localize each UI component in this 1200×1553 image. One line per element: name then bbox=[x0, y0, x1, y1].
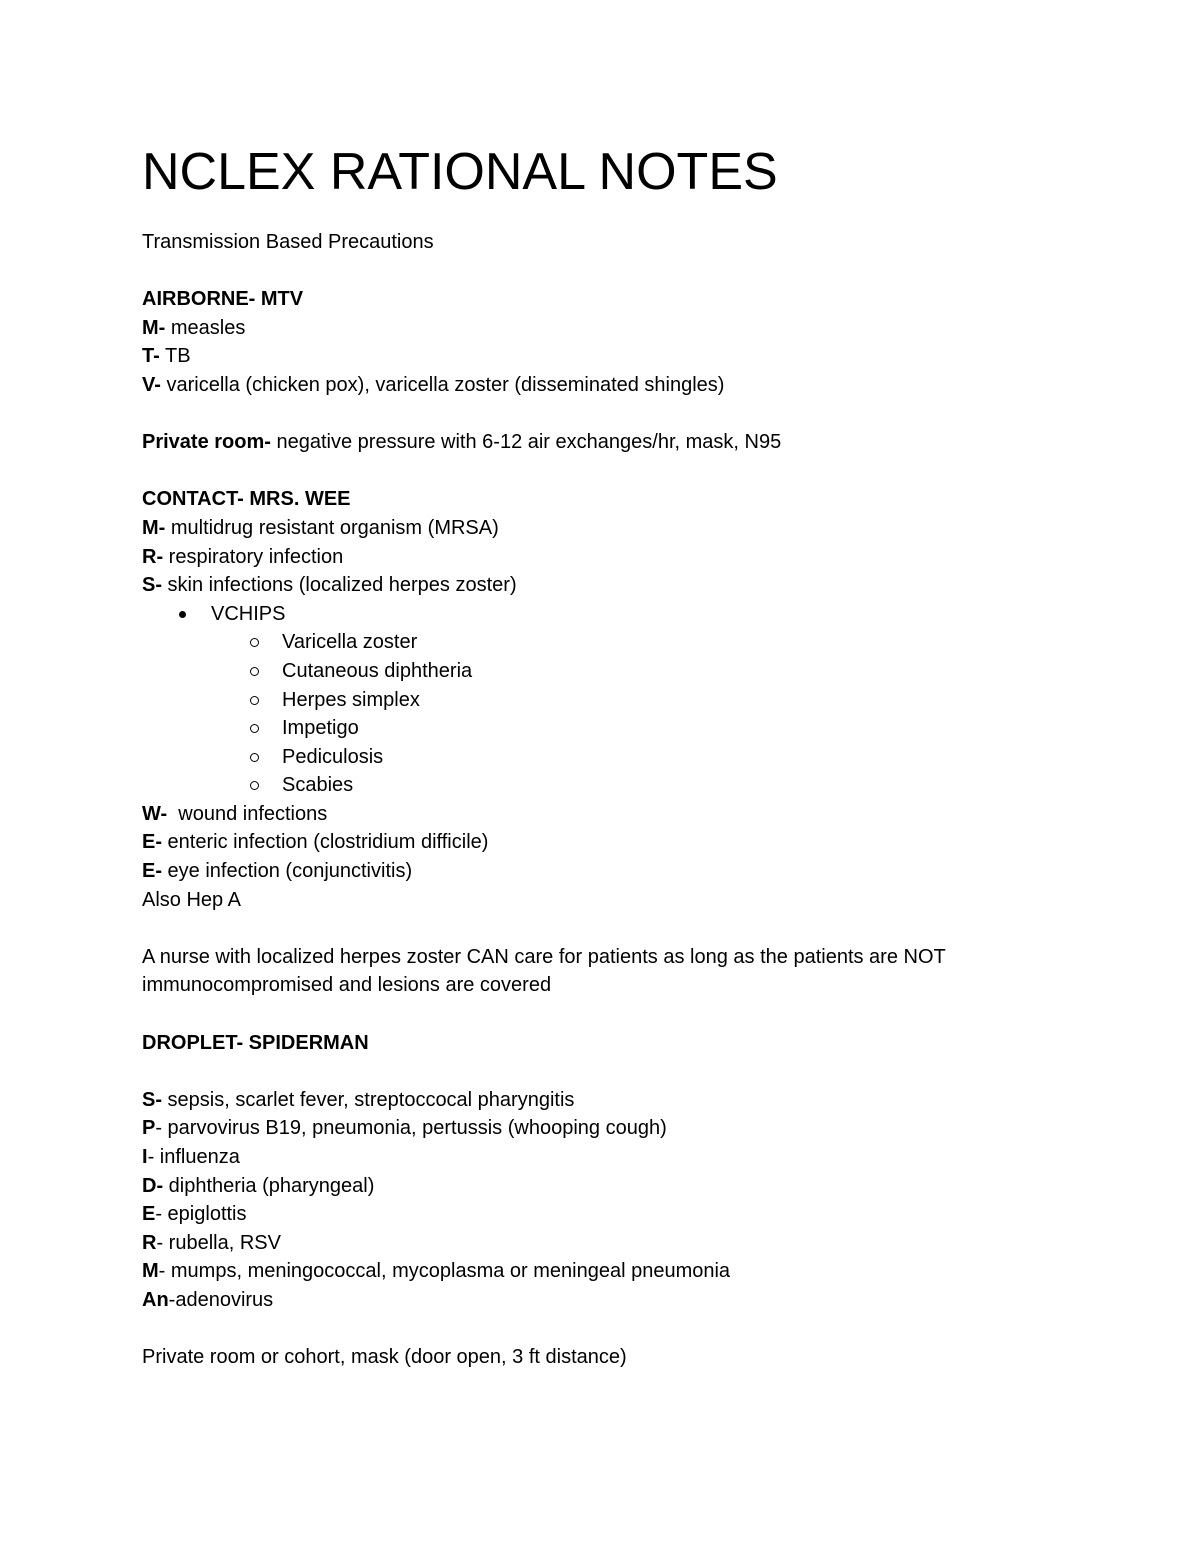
item-key: V- bbox=[142, 373, 161, 396]
spacer bbox=[142, 257, 1082, 286]
item-text: eye infection (conjunctivitis) bbox=[162, 860, 413, 883]
item-key: M- bbox=[142, 316, 166, 339]
droplet-item bbox=[142, 1200, 1082, 1229]
airborne-item bbox=[142, 342, 1082, 371]
item-key: D- bbox=[142, 1174, 164, 1197]
spacer bbox=[142, 400, 1082, 429]
item-text: - influenza bbox=[147, 1146, 240, 1168]
item-key: T- bbox=[142, 345, 160, 368]
airborne-note bbox=[142, 428, 1082, 457]
contact-item bbox=[142, 571, 1082, 600]
hollow-bullet-icon bbox=[250, 753, 259, 762]
droplet-item bbox=[142, 1114, 1082, 1143]
contact-also: Also Hep A bbox=[142, 888, 241, 911]
item-key: An bbox=[142, 1288, 169, 1311]
droplet-item bbox=[142, 1286, 1082, 1315]
item-text: respiratory infection bbox=[163, 545, 344, 568]
sub-bullet-item bbox=[142, 686, 1082, 715]
hollow-bullet-icon bbox=[250, 696, 259, 705]
section-subtitle: Transmission Based Precautions bbox=[142, 231, 434, 253]
hollow-bullet-icon bbox=[250, 724, 259, 733]
contact-heading: CONTACT- MRS. WEE bbox=[142, 488, 351, 511]
airborne-item bbox=[142, 314, 1082, 343]
item-text: multidrug resistant organism (MRSA) bbox=[165, 516, 499, 539]
hollow-bullet-icon bbox=[250, 638, 259, 647]
item-text: -adenovirus bbox=[168, 1288, 274, 1311]
spacer bbox=[142, 1000, 1082, 1029]
airborne-item bbox=[142, 371, 1082, 400]
airborne-heading: AIRBORNE- MTV bbox=[142, 288, 304, 311]
contact-note-line: immunocompromised and lesions are covered bbox=[142, 974, 552, 997]
note-key: Private room- bbox=[142, 431, 271, 454]
contact-item bbox=[142, 828, 1082, 857]
item-key: W- bbox=[142, 802, 168, 825]
item-text: wound infections bbox=[167, 802, 328, 825]
item-text: varicella (chicken pox), varicella zoster (disseminated shingles) bbox=[160, 373, 725, 396]
item-key: P bbox=[142, 1117, 156, 1140]
item-key: E- bbox=[142, 831, 162, 854]
sub-bullet-item bbox=[142, 771, 1082, 800]
hollow-bullet-icon bbox=[250, 667, 259, 676]
droplet-note: Private room or cohort, mask (door open, 3 ft distance) bbox=[142, 1346, 627, 1369]
bullet-text: VCHIPS bbox=[211, 602, 286, 625]
contact-item bbox=[142, 857, 1082, 886]
sub-bullet-text: Cutaneous diphtheria bbox=[282, 659, 473, 682]
sub-bullet-text: Scabies bbox=[282, 774, 354, 797]
droplet-item bbox=[142, 1257, 1082, 1286]
droplet-item bbox=[142, 1229, 1082, 1258]
contact-item bbox=[142, 800, 1082, 829]
spacer bbox=[142, 1057, 1082, 1086]
contact-note-line: A nurse with localized herpes zoster CAN care for patients as long as the patients are NOT bbox=[142, 945, 946, 968]
droplet-heading: DROPLET- SPIDERMAN bbox=[142, 1031, 369, 1054]
item-text: TB bbox=[159, 345, 191, 368]
item-text: - mumps, meningococcal, mycoplasma or meningeal pneumonia bbox=[158, 1260, 731, 1283]
item-key: R- bbox=[142, 545, 164, 568]
sub-bullet-text: Pediculosis bbox=[282, 745, 384, 768]
note-text: negative pressure with 6-12 air exchanges/hr, mask, N95 bbox=[270, 431, 782, 454]
droplet-item bbox=[142, 1172, 1082, 1201]
item-key: M- bbox=[142, 516, 166, 539]
item-key: M bbox=[142, 1260, 159, 1283]
contact-item bbox=[142, 543, 1082, 572]
sub-bullet-text: Impetigo bbox=[282, 717, 359, 740]
hollow-bullet-icon bbox=[250, 781, 259, 790]
item-text: skin infections (localized herpes zoster) bbox=[162, 574, 517, 597]
item-text: sepsis, scarlet fever, streptoccocal pharyngitis bbox=[162, 1088, 575, 1111]
droplet-item bbox=[142, 1086, 1082, 1115]
bullet-item bbox=[142, 600, 1082, 629]
droplet-item bbox=[142, 1143, 1082, 1172]
spacer bbox=[142, 457, 1082, 486]
page-title: NCLEX RATIONAL NOTES bbox=[142, 143, 778, 201]
sub-bullet-item bbox=[142, 628, 1082, 657]
item-key: S- bbox=[142, 574, 162, 597]
sub-bullet-item bbox=[142, 743, 1082, 772]
item-text: - epiglottis bbox=[155, 1203, 247, 1226]
bullet-dot-icon bbox=[179, 611, 186, 618]
item-key: S- bbox=[142, 1088, 162, 1111]
item-key: E bbox=[142, 1203, 156, 1226]
contact-item bbox=[142, 514, 1082, 543]
item-key: I bbox=[142, 1146, 148, 1168]
spacer bbox=[142, 1315, 1082, 1344]
item-key: R bbox=[142, 1231, 157, 1254]
document-page bbox=[142, 138, 1082, 1372]
item-text: - parvovirus B19, pneumonia, pertussis (whooping cough) bbox=[155, 1117, 667, 1140]
item-key: E- bbox=[142, 860, 162, 883]
sub-bullet-text: Herpes simplex bbox=[282, 688, 420, 711]
item-text: - rubella, RSV bbox=[156, 1231, 281, 1254]
item-text: diphtheria (pharyngeal) bbox=[163, 1174, 375, 1197]
sub-bullet-item bbox=[142, 657, 1082, 686]
item-text: enteric infection (clostridium difficile) bbox=[162, 831, 489, 854]
spacer bbox=[142, 914, 1082, 943]
sub-bullet-text: Varicella zoster bbox=[282, 631, 418, 654]
item-text: measles bbox=[165, 316, 246, 339]
sub-bullet-item bbox=[142, 714, 1082, 743]
